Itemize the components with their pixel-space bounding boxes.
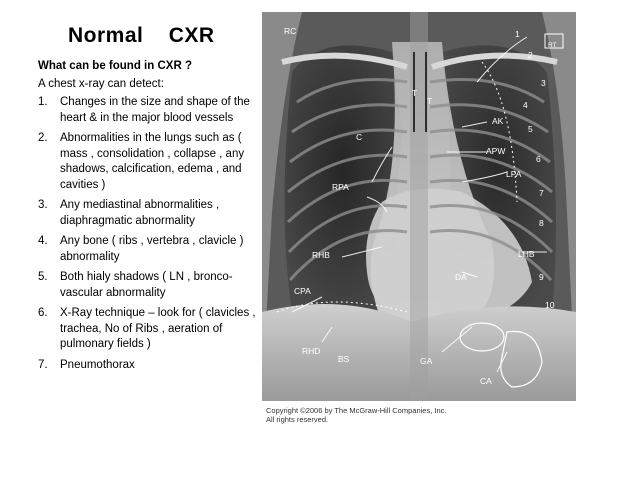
list-item-text: Changes in the size and shape of the heart & in the major blood vessels (60, 96, 250, 124)
rib-number: 1 (515, 29, 520, 39)
chest-xray-image (262, 12, 576, 401)
label-rc: RC (284, 26, 297, 36)
label-ga: GA (420, 356, 433, 366)
list-item (38, 131, 260, 193)
label-trachea-2: T (427, 96, 433, 106)
list-item-number: 4. (38, 235, 48, 247)
list-item-number: 6. (38, 307, 48, 319)
copyright-line: Copyright ©2006 by The McGraw-Hill Companies, Inc. (266, 406, 447, 415)
list-item-text: Pneumothorax (60, 358, 135, 371)
chest-xray-drawing (262, 12, 576, 401)
label-apw: APW (486, 146, 506, 156)
label-ca: CA (480, 376, 492, 386)
list-item (38, 234, 260, 265)
label-trachea: T (412, 88, 418, 98)
copyright-notice (266, 406, 446, 424)
label-cpa: CPA (294, 286, 311, 296)
list-item-text: Any mediastinal abnormalities , diaphragmatic abnormality (60, 199, 220, 227)
list-item-text: Any bone ( ribs , vertebra , clavicle ) abnormality (60, 235, 244, 263)
list-item-text: Both hialy shadows ( LN , bronco-vascular abnormality (60, 271, 233, 299)
list-item (38, 306, 260, 353)
label-rpa: RPA (332, 182, 349, 192)
list-item-number: 7. (38, 358, 48, 371)
label-bs: BS (338, 354, 350, 364)
rib-number: 7 (539, 188, 544, 198)
list-item (38, 270, 260, 301)
list-item-text: Abnormalities in the lungs such as ( mass , consolidation , collapse , any shadows, calcification, edema , and cavities ) (60, 132, 245, 191)
rib-number: 10 (545, 300, 555, 310)
list-item-number: 2. (38, 132, 48, 144)
label-rt: RT (548, 42, 557, 49)
label-rhd: RHD (302, 346, 321, 356)
copyright-line: All rights reserved. (266, 415, 329, 424)
slide-intro: A chest x-ray can detect: (38, 78, 164, 90)
label-lpa: LPA (506, 169, 522, 179)
rib-number: 3 (541, 78, 546, 88)
rib-number: 6 (536, 154, 541, 164)
label-da: DA (455, 272, 467, 282)
slide-question: What can be found in CXR ? (38, 60, 192, 72)
label-lhb: LHB (518, 249, 535, 259)
detection-list (38, 95, 260, 378)
rib-number: 9 (539, 272, 544, 282)
list-item (38, 95, 260, 126)
slide-title: Normal CXR (68, 24, 215, 47)
rib-number: 5 (528, 124, 533, 134)
list-item-number: 3. (38, 199, 48, 211)
label-rhb: RHB (312, 250, 330, 260)
label-ak: AK (492, 116, 504, 126)
list-item (38, 358, 260, 374)
list-item (38, 198, 260, 229)
list-item-number: 5. (38, 271, 48, 283)
list-item-number: 1. (38, 96, 48, 108)
label-c: C (356, 132, 363, 142)
rib-number: 8 (539, 218, 544, 228)
rib-number: 2 (528, 50, 533, 60)
list-item-text: X-Ray technique – look for ( clavicles , trachea, No of Ribs , aeration of pulmonary fields ) (60, 307, 256, 350)
rib-number: 4 (523, 100, 528, 110)
